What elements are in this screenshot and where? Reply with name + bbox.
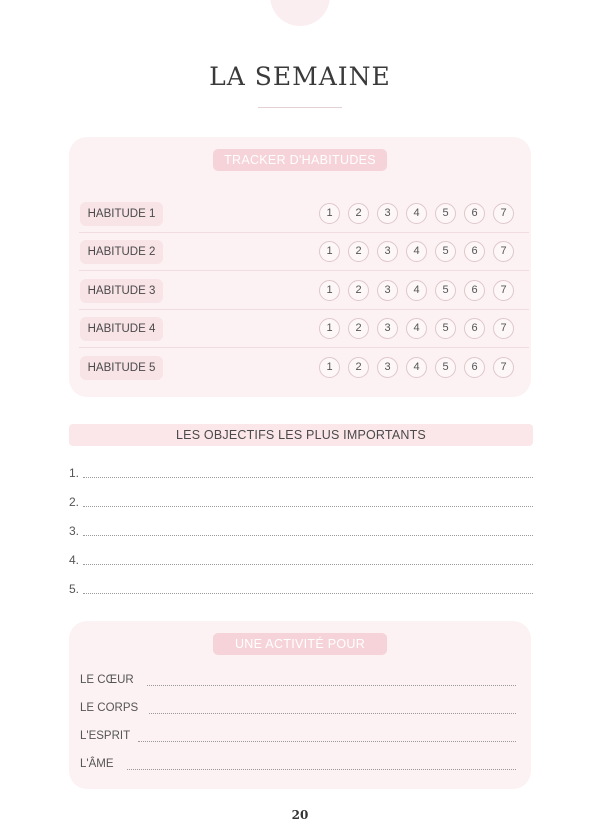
objective-line[interactable] [69,553,533,569]
habit-label: HABITUDE 5 [80,356,163,380]
activity-dotted-line [149,713,516,714]
page-number: 20 [291,808,309,822]
day-checkbox[interactable]: 1 [319,280,340,301]
day-checkbox[interactable]: 3 [377,318,398,339]
objectives-heading: LES OBJECTIFS LES PLUS IMPORTANTS [69,424,533,446]
day-checkbox[interactable]: 6 [464,357,485,378]
objective-dotted-line [83,506,533,507]
activity-dotted-line [147,685,516,686]
day-checkbox[interactable]: 2 [348,241,369,262]
day-checkbox[interactable]: 5 [435,241,456,262]
objective-number: 5. [69,582,80,596]
day-checkbox[interactable]: 2 [348,318,369,339]
day-checkbox[interactable]: 7 [493,241,514,262]
habit-label: HABITUDE 1 [80,202,163,226]
habit-row [79,348,529,386]
day-checkbox[interactable]: 7 [493,280,514,301]
habit-tracker-heading: TRACKER D'HABITUDES [213,149,387,171]
day-checkbox[interactable]: 5 [435,280,456,301]
day-checkbox[interactable]: 4 [406,241,427,262]
day-checkbox[interactable]: 6 [464,241,485,262]
day-checkbox[interactable]: 1 [319,357,340,378]
day-checkbox[interactable]: 7 [493,318,514,339]
objective-number: 1. [69,466,80,480]
activity-label: LE CŒUR [80,674,134,686]
title-divider [258,107,342,108]
objective-line[interactable] [69,582,533,598]
day-checkbox[interactable]: 4 [406,280,427,301]
day-checkbox[interactable]: 3 [377,241,398,262]
day-checkbox[interactable]: 6 [464,203,485,224]
habit-row [79,309,529,348]
day-checkbox[interactable]: 5 [435,203,456,224]
habit-tracker-card [69,137,531,397]
objective-number: 3. [69,524,80,538]
day-checkbox[interactable]: 2 [348,357,369,378]
habit-label: HABITUDE 4 [80,317,163,341]
day-checkbox[interactable]: 6 [464,318,485,339]
activity-label: L'ESPRIT [80,730,131,742]
activity-heading: UNE ACTIVITÉ POUR [213,633,387,655]
day-checkbox[interactable]: 4 [406,357,427,378]
activity-line[interactable] [80,674,516,690]
day-checkbox[interactable]: 3 [377,357,398,378]
day-checkbox[interactable]: 1 [319,318,340,339]
day-checkbox[interactable]: 1 [319,203,340,224]
habit-row [79,232,529,271]
activity-label: L'ÂME [80,758,114,770]
habit-row [79,194,529,233]
activity-line[interactable] [80,702,516,718]
day-checkbox[interactable]: 3 [377,203,398,224]
activity-dotted-line [127,769,516,770]
day-checkbox[interactable]: 5 [435,357,456,378]
day-checkbox[interactable]: 4 [406,203,427,224]
objective-dotted-line [83,477,533,478]
activity-line[interactable] [80,758,516,774]
objective-line[interactable] [69,524,533,540]
activity-line[interactable] [80,730,516,746]
activity-dotted-line [138,741,516,742]
objective-line[interactable] [69,466,533,482]
objective-line[interactable] [69,495,533,511]
habit-row [79,271,529,310]
objective-number: 2. [69,495,80,509]
objective-number: 4. [69,553,80,567]
day-checkbox[interactable]: 7 [493,357,514,378]
day-checkbox[interactable]: 2 [348,203,369,224]
day-checkbox[interactable]: 1 [319,241,340,262]
day-checkbox[interactable]: 2 [348,280,369,301]
day-checkbox[interactable]: 3 [377,280,398,301]
objective-dotted-line [83,535,533,536]
activity-label: LE CORPS [80,702,139,714]
objective-dotted-line [83,593,533,594]
day-checkbox[interactable]: 7 [493,203,514,224]
day-checkbox[interactable]: 5 [435,318,456,339]
objective-dotted-line [83,564,533,565]
day-checkbox[interactable]: 6 [464,280,485,301]
habit-label: HABITUDE 2 [80,240,163,264]
activity-card [69,621,531,789]
decorative-top-circle [270,0,330,26]
day-checkbox[interactable]: 4 [406,318,427,339]
page-title: LA SEMAINE [209,62,391,91]
habit-label: HABITUDE 3 [80,279,163,303]
